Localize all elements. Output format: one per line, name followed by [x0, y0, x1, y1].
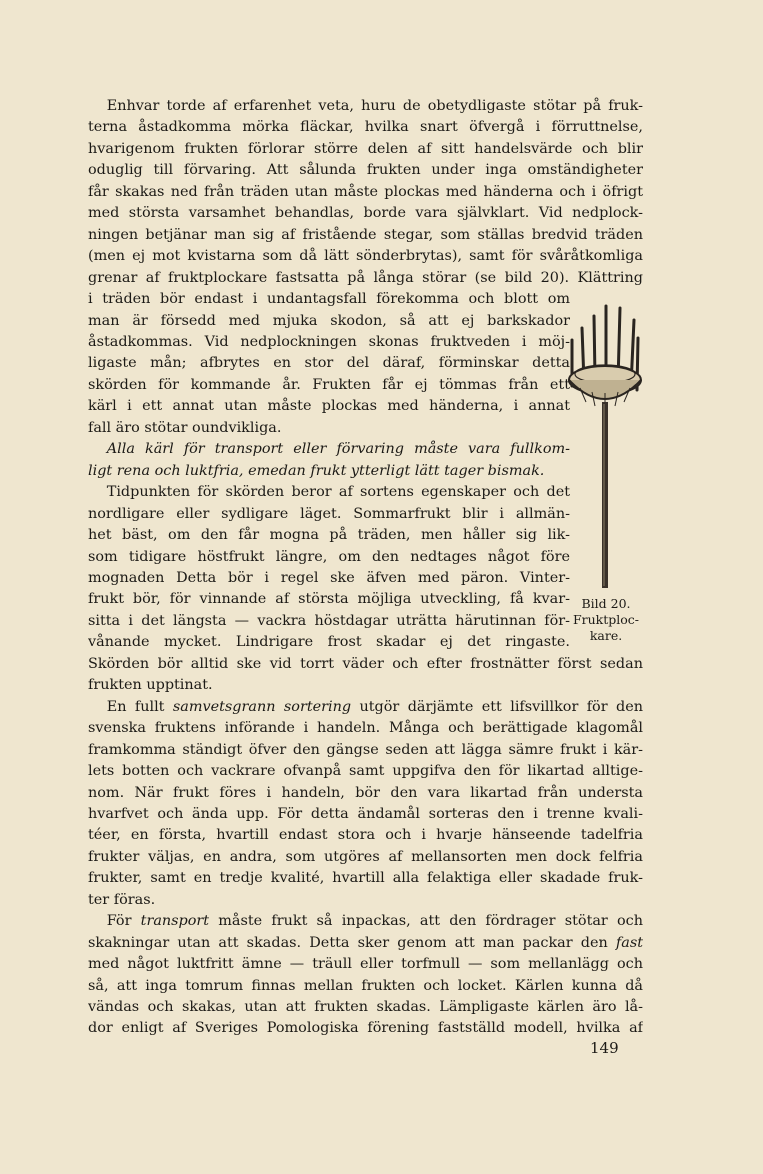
text-line: fall äro stötar oundvikliga.	[88, 419, 282, 436]
text-line: vändas och skakas, utan att frukten skadas. Lämpligaste kärlen äro lå-	[88, 999, 643, 1016]
text-line: ligaste mån; afbrytes en stor del däraf, förminskar detta	[88, 355, 570, 372]
text-line: dor enligt af Sveriges Pomologiska förening fastställd modell, hvilka af	[88, 1020, 643, 1037]
text-line: Alla kärl för transport eller förvaring måste vara fullkom-	[106, 441, 570, 458]
text-line	[88, 697, 643, 718]
text-line: åstadkommas. Vid nedplockningen skonas fruktveden i möj-	[88, 333, 570, 350]
text-line: oduglig till förvaring. Att sålunda frukten under inga omständigheter	[88, 162, 643, 179]
text-run: måste frukt så inpackas, att den fördrager stötar och	[209, 913, 643, 930]
page-number: 149	[590, 1039, 619, 1057]
text-line	[88, 933, 643, 954]
text-line: nordligare eller sydligare läget. Sommarfrukt blir i allmän-	[88, 505, 570, 522]
text-line: skörden för kommande år. Frukten får ej tömmas från ett	[88, 376, 570, 393]
fruit-picker-illustration	[560, 298, 650, 598]
text-run: För	[106, 913, 141, 930]
figure-caption	[560, 596, 652, 644]
text-line: man är försedd med mjuka skodon, så att ej barkskador	[88, 312, 570, 329]
text-line: lets botten och vackrare ofvanpå samt uppgifva den för likartad alltige-	[88, 763, 643, 780]
caption-title-1: Fruktploc-	[572, 612, 640, 627]
text-run: En fullt	[106, 698, 173, 715]
text-line: kärl i ett annat utan måste plockas med händerna, i annat	[88, 398, 570, 415]
text-line: nom. När frukt föres i handeln, bör den vara likartad från understa	[88, 784, 643, 801]
text-run: utgör därjämte ett lifsvillkor för den	[351, 698, 643, 715]
text-line: med största varsamhet behandlas, borde vara självklart. Vid nedplock-	[88, 205, 643, 222]
text-line: ter föras.	[88, 891, 156, 908]
italic-text: transport	[140, 913, 210, 930]
text-line: svenska fruktens införande i handeln. Många och berättigade klagomål	[88, 720, 643, 737]
text-line: (men ej mot kvistarna som då lätt sönderbrytas), samt för svåråtkomliga	[88, 248, 643, 265]
text-line: Tidpunkten för skörden beror af sortens egenskaper och det	[106, 484, 570, 501]
text-line: vånande mycket. Lindrigare frost skadar ej det ringaste.	[88, 634, 570, 651]
text-line: terna åstadkomma mörka fläckar, hvilka snart öfvergå i förruttnelse,	[88, 119, 643, 136]
text-line: ligt rena och luktfria, emedan frukt ytterligt lätt tager bismak.	[88, 462, 545, 479]
italic-text: samvetsgrann sortering	[172, 698, 352, 715]
text-run: skakningar utan att skadas. Detta sker genom att man packar den	[88, 934, 616, 951]
text-line: frukt bör, för vinnande af största möjliga utveckling, få kvar-	[88, 591, 570, 608]
italic-text: fast	[615, 934, 643, 951]
text-line: mognaden Detta bör i regel ske äfven med päron. Vinter-	[88, 569, 570, 586]
text-line: som tidigare höstfrukt längre, om den nedtages något före	[88, 548, 570, 565]
text-line: grenar af fruktplockare fastsatta på långa störar (se bild 20). Klättring	[88, 269, 643, 286]
text-line: så, att inga tomrum finnas mellan frukten och locket. Kärlen kunna då	[88, 977, 643, 994]
text-line: i träden bör endast i undantagsfall förekomma och blott om	[88, 291, 570, 308]
text-line: med något luktfritt ämne — träull eller torfmull — som mellanlägg och	[88, 956, 643, 973]
caption-title-2: kare.	[589, 628, 623, 643]
text-line: hvarfvet och ända upp. För detta ändamål sorteras den i trenne kvali-	[88, 805, 643, 822]
text-line: sitta i det längsta — vackra höstdagar uträtta härutinnan för-	[88, 612, 570, 629]
text-line: frukter, samt en tredje kvalité, hvartill alla felaktiga eller skadade fruk-	[88, 870, 643, 887]
text-line: ningen betjänar man sig af fristående stegar, som ställas bredvid träden	[88, 226, 643, 243]
text-line: framkomma ständigt öfver den gängse seden att lägga sämre frukt i kär-	[88, 741, 643, 758]
caption-figure-number: Bild 20.	[581, 596, 631, 611]
text-line: hvarigenom frukten förlorar större delen af sitt handelsvärde och blir	[88, 140, 643, 157]
text-line: frukten upptinat.	[88, 677, 213, 694]
text-line: Skörden bör alltid ske vid torrt väder och efter frostnätter först sedan	[88, 655, 643, 672]
text-line: frukter väljas, en andra, som utgöres af mellansorten men dock felfria	[88, 848, 643, 865]
text-line: Enhvar torde af erfarenhet veta, huru de obetydligaste stötar på fruk-	[106, 98, 643, 114]
text-line: het bäst, om den får mogna på träden, men håller sig lik-	[88, 527, 570, 544]
text-line: téer, en första, hvartill endast stora och i hvarje hänseende tadelfria	[88, 827, 643, 844]
text-line	[88, 911, 643, 932]
text-line: får skakas ned från träden utan måste plockas med händerna och i öfrigt	[88, 183, 643, 200]
